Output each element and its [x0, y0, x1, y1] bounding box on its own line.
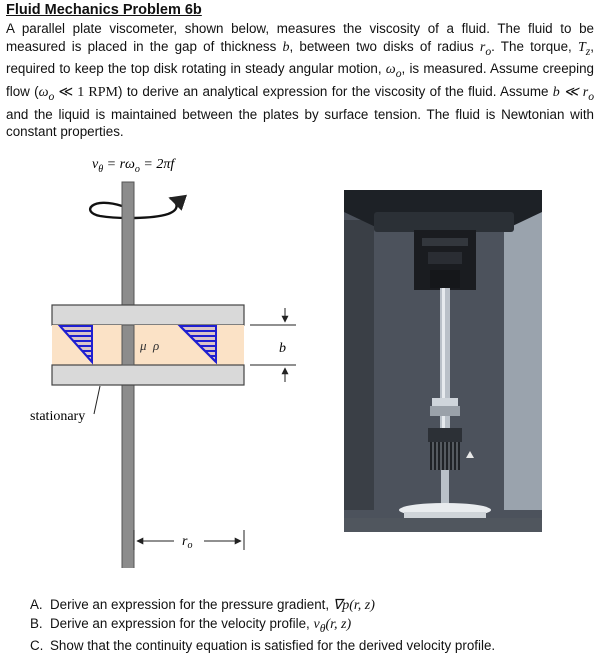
viscometer-photo: [344, 190, 542, 532]
gap-dimension: [250, 308, 296, 382]
fluid-properties-label: μ ρ: [140, 338, 160, 353]
top-plate: [52, 305, 244, 325]
statement-text: , required to keep the top disk rotating in steady angular motion,: [6, 38, 595, 77]
velocity-equation: $v_\theta = r\omega_o = 2\pi f$: [92, 157, 175, 175]
symbol-ro: $r_o$: [479, 39, 492, 58]
shaft-gap-section: [122, 325, 134, 365]
symbol-tz: $T_z$: [577, 39, 591, 58]
symbol-wo-cond: $\omega_o$: [38, 84, 55, 103]
stationary-leader: [94, 386, 100, 414]
viscometer-diagram: [0, 148, 330, 568]
gap-label: b: [279, 341, 286, 356]
statement-text: , is measured. Assume creeping flow (: [6, 61, 595, 99]
question-c: C. Show that the continuity equation is satisfied for the derived velocity profile.: [30, 637, 496, 653]
statement-text: ) to derive an analytical expression for the viscosity of the fluid. Assume: [118, 83, 553, 99]
stationary-label: stationary: [30, 409, 86, 424]
question-a: A. Derive an expression for the pressure gradient, ∇p(r, z): [30, 597, 375, 613]
question-list: [30, 596, 595, 654]
problem-statement: [6, 20, 594, 141]
statement-text: A parallel plate viscometer, shown below, measures the viscosity of a fluid. The fluid to be measured is placed in the gap of thickness: [6, 21, 594, 54]
statement-text: . The torque,: [491, 38, 578, 54]
statement-text: , between two disks of radius: [289, 38, 480, 54]
bottom-plate: [52, 365, 244, 385]
gap-condition: b ≪ $r_o$: [552, 84, 595, 103]
problem-title: Fluid Mechanics Problem 6b: [6, 2, 202, 18]
question-b: B. Derive an expression for the velocity profile, $v_\theta(r$, z): [30, 615, 352, 635]
symbol-wo: $\omega_o$: [385, 62, 402, 81]
symbol-b: b: [282, 39, 290, 55]
radius-label: $r_o$: [182, 534, 193, 551]
creeping-condition: ≪ 1 RPM: [54, 84, 119, 100]
statement-text: and the liquid is maintained between the plates by surface tension. The fluid is Newtonian with constant properties.: [6, 106, 594, 140]
